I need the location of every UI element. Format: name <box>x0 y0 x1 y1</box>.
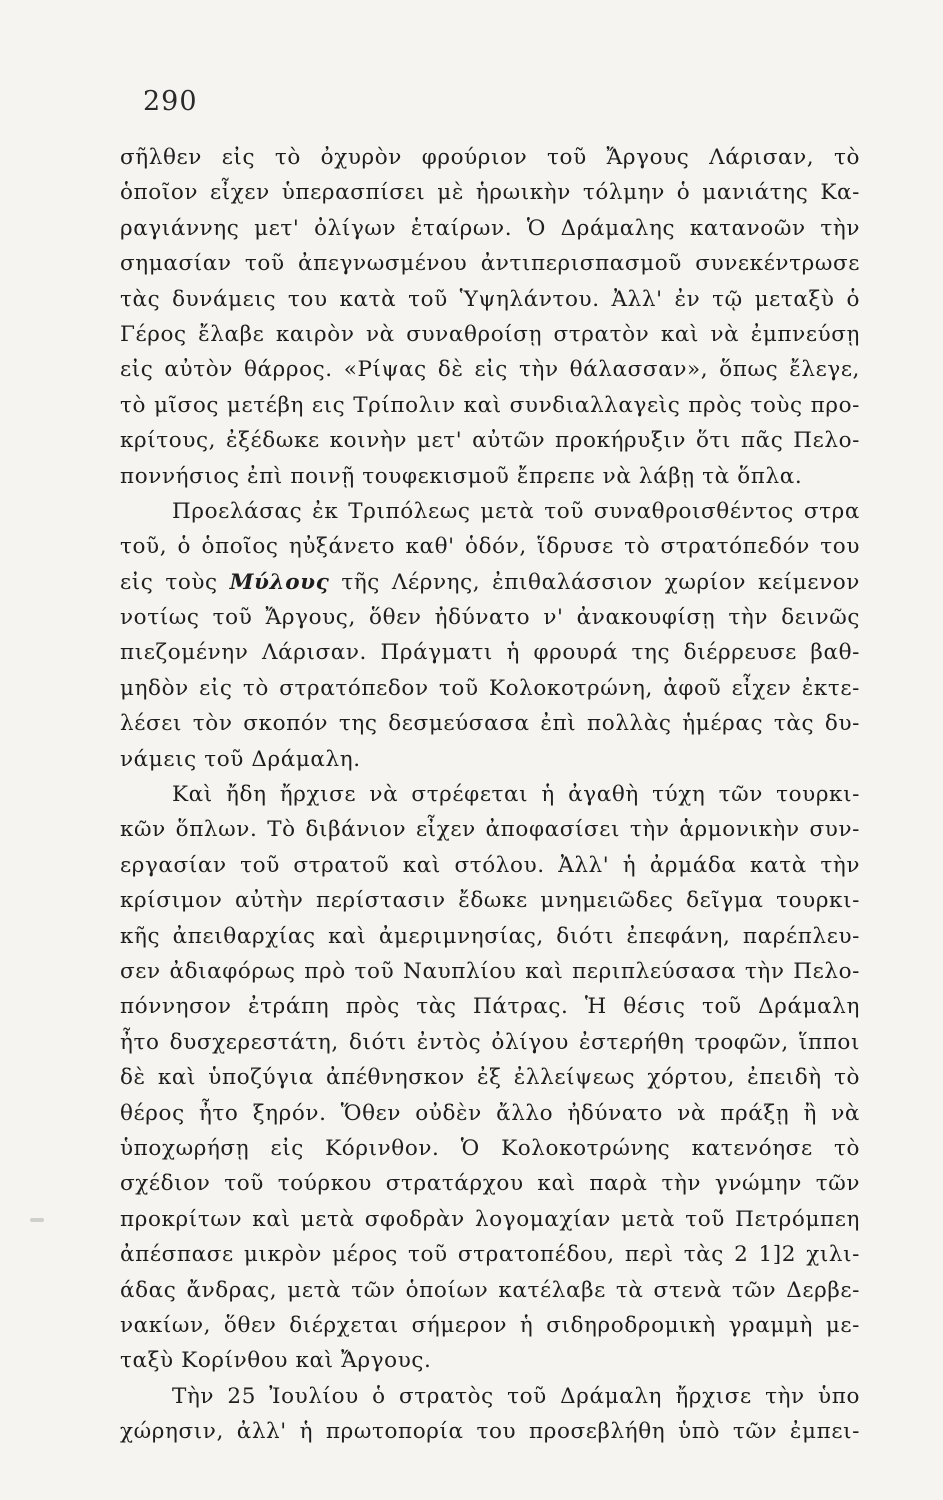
text-line: ὑποχωρήσῃ εἰς Κόρινθον. Ὁ Κολοκοτρώνης κατενόησε τὸ <box>120 1135 860 1161</box>
text-line: εργασίαν τοῦ στρατοῦ καὶ στόλου. Ἀλλ' ἡ ἀρμάδα κατὰ τὴν <box>120 852 860 878</box>
text-line: σεν ἀδιαφόρως πρὸ τοῦ Ναυπλίου καὶ περιπλεύσασα τὴν Πελο- <box>120 958 860 984</box>
text-line: πόννησον ἐτράπη πρὸς τὰς Πάτρας. Ἡ θέσις τοῦ Δράμαλη <box>120 994 860 1020</box>
text-line: χώρησιν, ἀλλ' ἡ πρωτοπορία του προσεβλήθη ὑπὸ τῶν ἐμπει- <box>120 1419 860 1445</box>
text-line: Τὴν 25 Ἰουλίου ὁ στρατὸς τοῦ Δράμαλη ἤρχισε τὴν ὑπο <box>172 1383 860 1409</box>
text-line: τοῦ, ὁ ὁποῖος ηὐξάνετο καθ' ὁδόν, ἵδρυσε τὸ στρατόπεδόν του <box>120 534 860 560</box>
text-line: Καὶ ἤδη ἤρχισε νὰ στρέφεται ἡ ἀγαθὴ τύχη τῶν τουρκι- <box>172 782 860 808</box>
text-line: προκρίτων καὶ μετὰ σφοδρὰν λογομαχίαν μετὰ τοῦ Πετρόμπεη <box>120 1206 860 1232</box>
text-line: κῆς ἀπειθαρχίας καὶ ἀμεριμνησίας, διότι ἐπεφάνη, παρέπλευ- <box>120 923 860 949</box>
text-line: κρίτους, ἐξέδωκε κοινὴν μετ' αὐτῶν προκήρυξιν ὅτι πᾶς Πελο- <box>120 428 860 454</box>
text-line: Προελάσας ἐκ Τριπόλεως μετὰ τοῦ συναθροισθέντος στρα <box>172 498 860 524</box>
text-line: τὰς δυνάμεις του κατὰ τοῦ Ὑψηλάντου. Ἀλλ' ἐν τῷ μεταξὺ ὁ <box>120 286 860 312</box>
emphasized-place-name: Μύλους <box>229 569 330 595</box>
text-line: κρίσιμον αὐτὴν περίστασιν ἔδωκε μνημειῶδες δεῖγμα τουρκι- <box>120 888 860 914</box>
text-line: σῆλθεν εἰς τὸ ὀχυρὸν φρούριον τοῦ Ἄργους Λάρισαν, τὸ <box>120 145 860 170</box>
text-line: ραγιάννης μετ' ὀλίγων ἑταίρων. Ὁ Δράμαλης κατανοῶν τὴν <box>120 215 860 241</box>
text-line: εἰς τοὺς Μύλους τῆς Λέρνης, ἐπιθαλάσσιον χωρίον κείμενον <box>120 569 860 595</box>
text-line: ἦτο δυσχερεστάτη, διότι ἐντὸς ὀλίγου ἐστερήθη τροφῶν, ἵπποι <box>120 1029 860 1055</box>
text-line: ὁποῖον εἶχεν ὑπερασπίσει μὲ ἡρωικὴν τόλμην ὁ μανιάτης Κα- <box>120 180 860 206</box>
text-line: ἀπέσπασε μικρὸν μέρος τοῦ στρατοπέδου, περὶ τὰς 2 1]2 χιλι- <box>120 1242 860 1268</box>
text-line: θέρος ἦτο ξηρόν. Ὅθεν οὐδὲν ἄλλο ἠδύνατο νὰ πράξῃ ἢ νὰ <box>120 1100 860 1126</box>
text-line: λέσει τὸν σκοπόν της δεσμεύσασα ἐπὶ πολλὰς ἡμέρας τὰς δυ- <box>120 711 860 737</box>
text-line: σημασίαν τοῦ ἀπεγνωσμένου ἀντιπερισπασμοῦ συνεκέντρωσε <box>120 251 860 277</box>
body-text <box>120 140 860 1449</box>
text-line: μηδὸν εἰς τὸ στρατόπεδον τοῦ Κολοκοτρώνη, ἀφοῦ εἶχεν ἐκτε- <box>120 675 860 701</box>
text-line: νακίων, ὅθεν διέρχεται σήμερον ἡ σιδηροδρομικὴ γραμμὴ με- <box>120 1312 860 1338</box>
text-line: κῶν ὅπλων. Τὸ διβάνιον εἶχεν ἀποφασίσει τὴν ἁρμονικὴν συν- <box>120 817 860 843</box>
page-number: 290 <box>143 86 198 117</box>
text-line: Γέρος ἔλαβε καιρὸν νὰ συναθροίσῃ στρατὸν καὶ νὰ ἐμπνεύσῃ <box>120 321 860 347</box>
text-line: πιεζομένην Λάρισαν. Πράγματι ἡ φρουρά της διέρρευσε βαθ- <box>120 640 860 666</box>
ink-smudge <box>30 1218 44 1222</box>
text-line: εἰς αὐτὸν θάρρος. «Ρίψας δὲ εἰς τὴν θάλασσαν», ὅπως ἔλεγε, <box>120 357 860 383</box>
text-line: νάμεις τοῦ Δράμαλη. <box>120 746 361 772</box>
text-line: δὲ καὶ ὑποζύγια ἀπέθνησκον ἐξ ἐλλείψεως χόρτου, ἐπειδὴ τὸ <box>120 1065 860 1091</box>
text-line: τὸ μῖσος μετέβη εις Τρίπολιν καὶ συνδιαλλαγεὶς πρὸς τοὺς προ- <box>120 392 860 418</box>
text-line: άδας ἄνδρας, μετὰ τῶν ὁποίων κατέλαβε τὰ στενὰ τῶν Δερβε- <box>120 1277 860 1303</box>
text-line: σχέδιον τοῦ τούρκου στρατάρχου καὶ παρὰ τὴν γνώμην τῶν <box>120 1171 860 1197</box>
text-line: ποννήσιος ἐπὶ ποινῇ τουφεκισμοῦ ἔπρεπε νὰ λάβῃ τὰ ὅπλα. <box>120 463 803 489</box>
text-line: ταξὺ Κορίνθου καὶ Ἄργους. <box>120 1348 432 1374</box>
text-line: νοτίως τοῦ Ἄργους, ὅθεν ἠδύνατο ν' ἀνακουφίσῃ τὴν δεινῶς <box>120 605 860 631</box>
